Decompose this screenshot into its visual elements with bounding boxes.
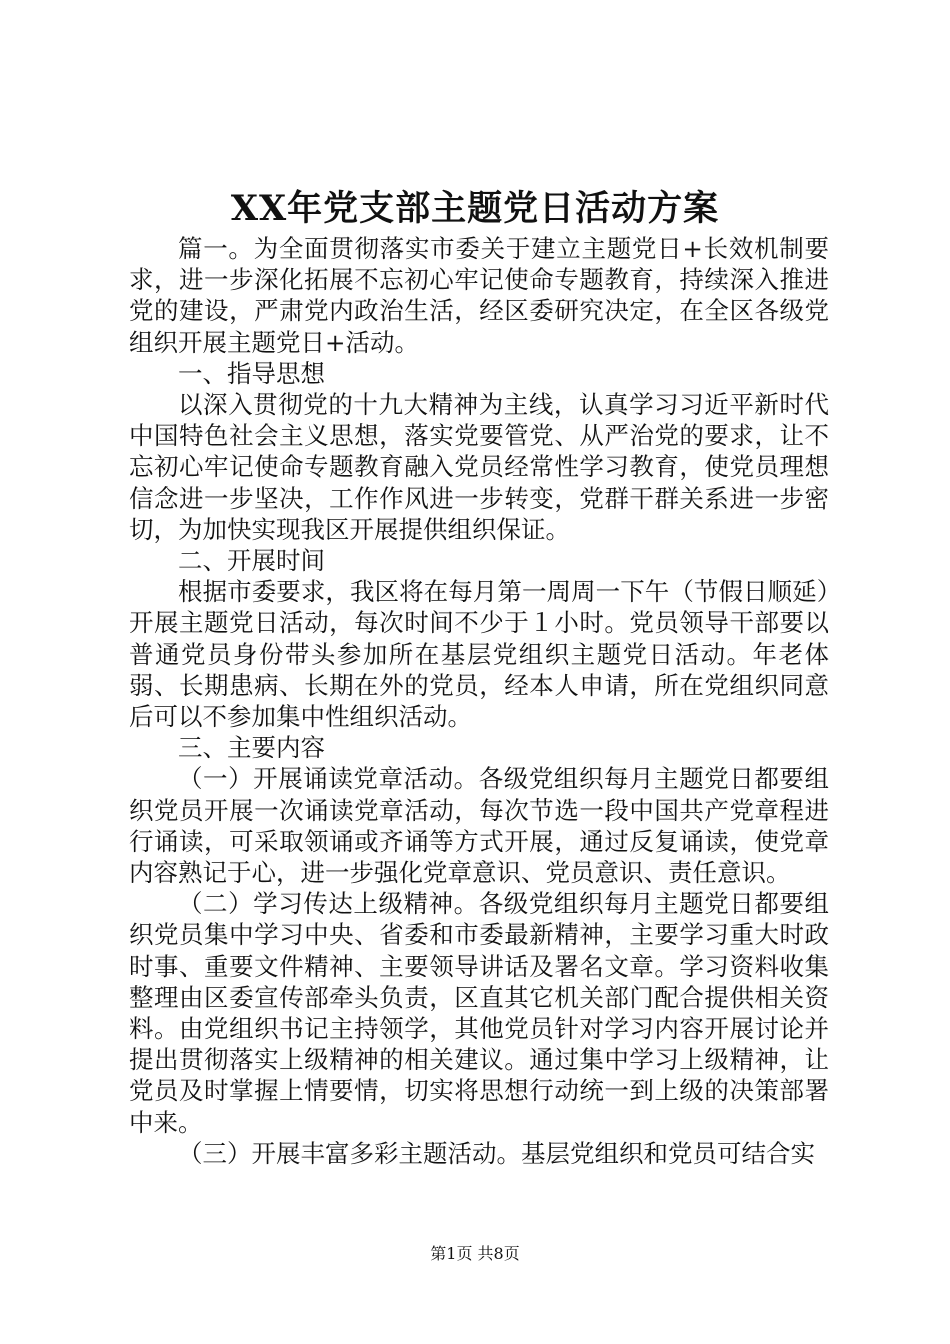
guiding-ideology-paragraph: 以深入贯彻党的十九大精神为主线，认真学习习近平新时代中国特色社会主义思想，落实党要管党、从严治党的要求，让不忘初心牢记使命专题教育融入党员经常性学习教育，使党员理想信念进一步坚决，工作作风进一步转变，党群干群关系进一步密切，为加快实现我区开展提供组织保证。 [129,390,829,544]
section-heading-schedule: 二、开展时间 [178,546,325,576]
document-body [129,233,829,1169]
section-heading-guiding-ideology: 一、指导思想 [178,358,325,388]
main-content-item-1: （一）开展诵读党章活动。各级党组织每月主题党日都要组织党员开展一次诵读党章活动，每次节选一段中国共产党章程进行诵读，可采取领诵或齐诵等方式开展，通过反复诵读，使党章内容熟记于心，进一步强化党章意识、党员意识、责任意识。 [129,764,829,888]
page-footer: 第1页 共8页 [430,1244,520,1263]
intro-paragraph: 篇一。为全面贯彻落实市委关于建立主题党日+长效机制要求，进一步深化拓展不忘初心牢记使命专题教育，持续深入推进党的建设，严肃党内政治生活，经区委研究决定，在全区各级党组织开展主题党日+活动。 [129,234,829,357]
main-content-item-2: （二）学习传达上级精神。各级党组织每月主题党日都要组织党员集中学习中央、省委和市委最新精神，主要学习重大时政时事、重要文件精神、主要领导讲话及署名文章。学习资料收集整理由区委宣传部牵头负责，区直其它机关部门配合提供相关资料。由党组织书记主持领学，其他党员针对学习内容开展讨论并提出贯彻落实上级精神的相关建议。通过集中学习上级精神，让党员及时掌握上情要情，切实将思想行动统一到上级的决策部署中来。 [129,889,829,1137]
main-content-item-3: （三）开展丰富多彩主题活动。基层党组织和党员可结合实 [178,1138,815,1168]
schedule-paragraph: 根据市委要求，我区将在每月第一周周一下午（节假日顺延）开展主题党日活动，每次时间不少于１小时。党员领导干部要以普通党员身份带头参加所在基层党组织主题党日活动。年老体弱、长期患病、长期在外的党员，经本人申请，所在党组织同意后可以不参加集中性组织活动。 [129,577,829,732]
document-title: XX年党支部主题党日活动方案 [230,188,720,229]
section-heading-main-content: 三、主要内容 [178,733,325,763]
